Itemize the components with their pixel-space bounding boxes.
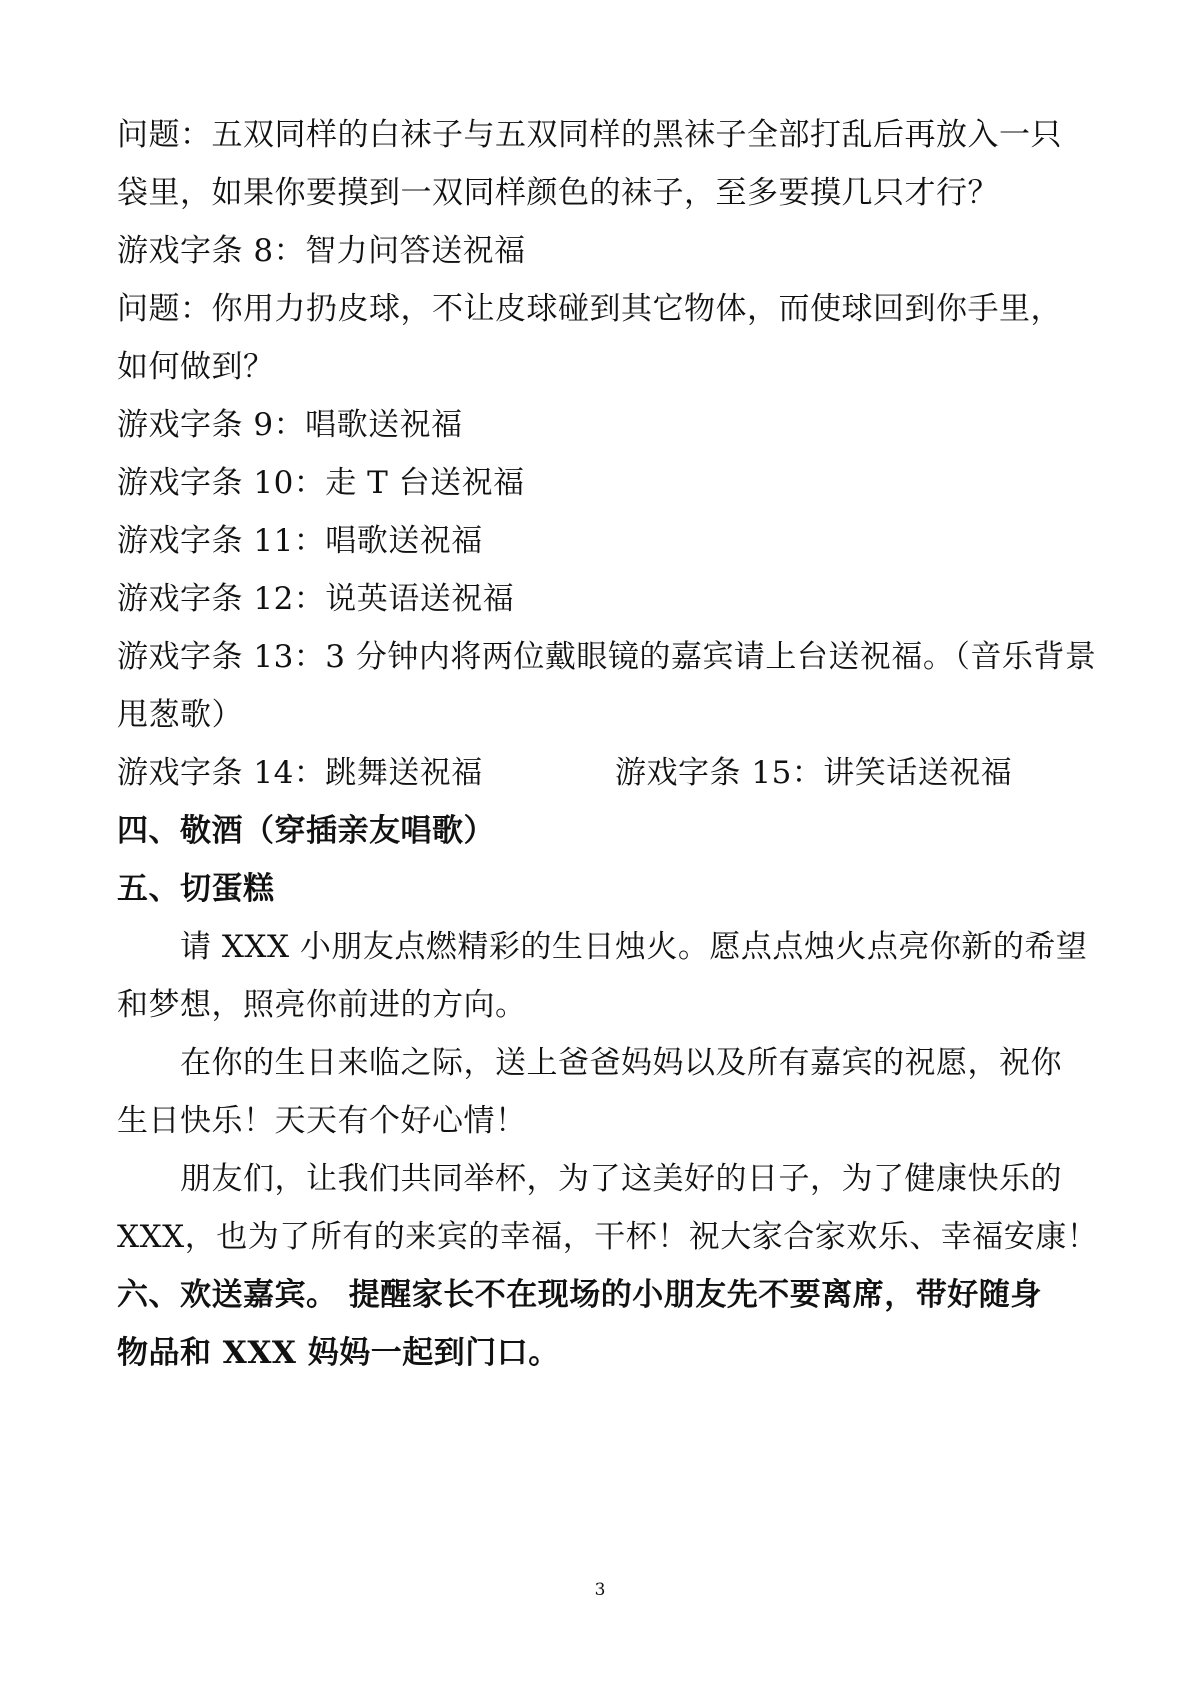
game-note-15: 游戏字条 15：讲笑话送祝福	[615, 755, 1013, 791]
game-note-13-line-1: 游戏字条 13：3 分钟内将两位戴眼镜的嘉宾请上台送祝福。（音乐背景	[117, 639, 1097, 675]
section-heading-cake: 五、切蛋糕	[117, 871, 275, 907]
game-note-9: 游戏字条 9：唱歌送祝福	[117, 407, 463, 443]
game-notes-14-15-row	[117, 753, 1013, 793]
paragraph-cheers-line-2: XXX，也为了所有的来宾的幸福，干杯！祝大家合家欢乐、幸福安康！	[117, 1219, 1099, 1255]
question-ball-line-1: 问题：你用力扔皮球，不让皮球碰到其它物体，而使球回到你手里，	[117, 291, 1062, 327]
section-heading-toast: 四、敬酒（穿插亲友唱歌）	[117, 813, 495, 849]
question-ball-line-2: 如何做到？	[117, 349, 275, 385]
paragraph-cheers-line-1: 朋友们，让我们共同举杯，为了这美好的日子，为了健康快乐的	[180, 1161, 1062, 1197]
game-note-10: 游戏字条 10：走 T 台送祝福	[117, 465, 525, 501]
paragraph-candle-line-1: 请 XXX 小朋友点燃精彩的生日烛火。愿点点烛火点亮你新的希望	[180, 929, 1088, 965]
paragraph-wishes-line-2: 生日快乐！天天有个好心情！	[117, 1103, 527, 1139]
section-heading-farewell-line-2: 物品和 XXX 妈妈一起到门口。	[117, 1335, 560, 1371]
game-note-12: 游戏字条 12：说英语送祝福	[117, 581, 515, 617]
game-note-11: 游戏字条 11：唱歌送祝福	[117, 523, 483, 559]
page-number: 3	[594, 1580, 606, 1600]
paragraph-wishes-line-1: 在你的生日来临之际，送上爸爸妈妈以及所有嘉宾的祝愿，祝你	[180, 1045, 1062, 1081]
paragraph-candle-line-2: 和梦想，照亮你前进的方向。	[117, 987, 527, 1023]
question-socks-line-2: 袋里，如果你要摸到一双同样颜色的袜子，至多要摸几只才行？	[117, 175, 999, 211]
game-note-13-line-2: 甩葱歌）	[117, 697, 243, 733]
game-note-14: 游戏字条 14：跳舞送祝福	[117, 755, 483, 791]
section-heading-farewell-line-1: 六、欢送嘉宾。 提醒家长不在现场的小朋友先不要离席，带好随身	[117, 1277, 1042, 1313]
question-socks-line-1: 问题：五双同样的白袜子与五双同样的黑袜子全部打乱后再放入一只	[117, 117, 1062, 153]
game-note-8: 游戏字条 8：智力问答送祝福	[117, 233, 526, 269]
